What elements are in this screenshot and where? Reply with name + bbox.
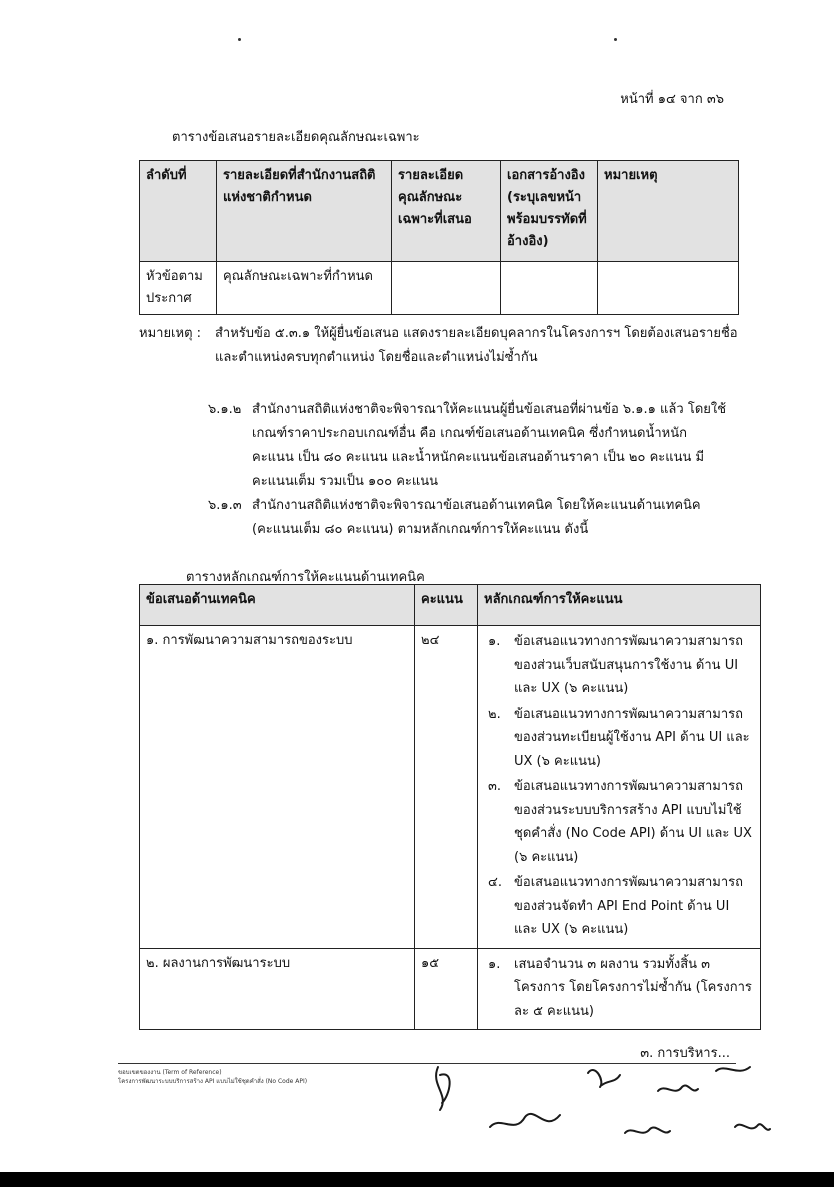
- item-text: ข้อเสนอแนวทางการพัฒนาความสามารถของส่วนจัดทำ API End Point ด้าน UI และ UX (๖ คะแนน): [514, 875, 744, 937]
- table2-title: ตารางหลักเกณฑ์การให้คะแนนด้านเทคนิค: [186, 570, 425, 585]
- scan-edge-bar: [0, 1172, 834, 1187]
- criteria-cell: [478, 948, 761, 1030]
- signature-6: [625, 1127, 670, 1133]
- item-text: ข้อเสนอแนวทางการพัฒนาความสามารถของส่วนระบบบริการสร้าง API แบบไม่ใช้ชุดคำสั่ง (No Code API) ด้าน UI และ UX (๖ คะแนน): [514, 779, 752, 865]
- signature-5: [716, 1067, 750, 1071]
- document-footer: [118, 1068, 307, 1086]
- signature-1: [436, 1067, 450, 1110]
- table-cell: หัวข้อตามประกาศ: [140, 262, 217, 315]
- proposal-cell: ๒. ผลงานการพัฒนาระบบ: [140, 948, 415, 1030]
- clause-number: ๖.๑.๓: [208, 498, 242, 513]
- table-cell: [501, 262, 598, 315]
- continued-next-page: ๓. การบริหาร...: [640, 1046, 730, 1061]
- table-cell: [598, 262, 739, 315]
- item-text: ข้อเสนอแนวทางการพัฒนาความสามารถของส่วนเว็บสนับสนุนการใช้งาน ด้าน UI และ UX (๖ คะแนน): [514, 634, 744, 696]
- col-header-criteria: หลักเกณฑ์การให้คะแนน: [478, 585, 761, 626]
- item-number: ๒.: [488, 706, 501, 722]
- remark-text: สำหรับข้อ ๕.๓.๑ ให้ผู้ยื่นข้อเสนอ แสดงรายละเอียดบุคลากรในโครงการฯ โดยต้องเสนอรายชื่อและตำแหน่งครบทุกตำแหน่ง โดยชื่อและตำแหน่งไม่ซ้ำกัน: [215, 326, 738, 365]
- item-text: เสนอจำนวน ๓ ผลงาน รวมทั้งสิ้น ๓ โครงการ โดยโครงการไม่ซ้ำกัน (โครงการละ ๕ คะแนน): [514, 956, 752, 1019]
- table-row: [140, 626, 761, 949]
- signature-3: [588, 1070, 620, 1087]
- signature-group: [420, 1055, 780, 1160]
- table-header-row: [140, 585, 761, 626]
- criteria-list: [484, 953, 754, 1024]
- clause-text: สำนักงานสถิติแห่งชาติจะพิจารณาข้อเสนอด้านเทคนิค โดยให้คะแนนด้านเทคนิค (คะแนนเต็ม ๘๐ คะแนน) ตามหลักเกณฑ์การให้คะแนน ดังนี้: [252, 498, 701, 537]
- clause-number: ๖.๑.๒: [208, 402, 242, 417]
- clause-6-1-2: [208, 398, 728, 494]
- specification-table: [139, 160, 739, 315]
- table-row: [140, 948, 761, 1030]
- score-cell: ๒๔: [415, 626, 478, 949]
- table1-title: ตารางข้อเสนอรายละเอียดคุณลักษณะเฉพาะ: [172, 130, 420, 145]
- scan-speck: [238, 38, 241, 41]
- table-cell: คุณลักษณะเฉพาะที่กำหนด: [217, 262, 392, 315]
- list-item: [484, 871, 754, 942]
- table-row: [140, 262, 739, 315]
- footer-line-2: โครงการพัฒนาระบบบริการสร้าง API แบบไม่ใช้ชุดคำสั่ง (No Code API): [118, 1078, 308, 1085]
- technical-scoring-table: [139, 584, 761, 1030]
- item-number: ๑.: [488, 956, 501, 972]
- list-item: [484, 703, 754, 774]
- col-header-reference-doc: เอกสารอ้างอิง (ระบุเลขหน้าพร้อมบรรทัดที่อ้างอิง): [501, 161, 598, 262]
- signature-4: [658, 1085, 698, 1091]
- proposal-cell: ๑. การพัฒนาความสามารถของระบบ: [140, 626, 415, 949]
- col-header-nso-detail: รายละเอียดที่สำนักงานสถิติแห่งชาติกำหนด: [217, 161, 392, 262]
- remark-label: หมายเหตุ :: [139, 326, 202, 341]
- scan-speck: [614, 38, 617, 41]
- signature-7: [735, 1124, 770, 1130]
- remark-note: [139, 322, 749, 370]
- col-header-score: คะแนน: [415, 585, 478, 626]
- item-text: ข้อเสนอแนวทางการพัฒนาความสามารถของส่วนทะเบียนผู้ใช้งาน API ด้าน UI และ UX (๖ คะแนน): [514, 706, 750, 769]
- clause-text: สำนักงานสถิติแห่งชาติจะพิจารณาให้คะแนนผู้ยื่นข้อเสนอที่ผ่านข้อ ๖.๑.๑ แล้ว โดยใช้เกณฑ์ราคาประกอบเกณฑ์อื่น คือ เกณฑ์ข้อเสนอด้านเทคนิค ซึ่งกำหนดน้ำหนักคะแนน เป็น ๘๐ คะแนน และน้ำหนักคะแนนข้อเสนอด้านราคา เป็น ๒๐ คะแนน มีคะแนนเต็ม รวมเป็น ๑๐๐ คะแนน: [252, 402, 727, 489]
- score-cell: ๑๕: [415, 948, 478, 1030]
- footer-line-1: ขอบเขตของงาน (Term of Reference): [118, 1069, 222, 1076]
- table-cell: [392, 262, 501, 315]
- col-header-proposed-spec: รายละเอียดคุณลักษณะเฉพาะที่เสนอ: [392, 161, 501, 262]
- clause-6-1-3: [208, 494, 728, 542]
- page-number: หน้าที่ ๑๔ จาก ๓๖: [620, 92, 724, 107]
- criteria-cell: [478, 626, 761, 949]
- col-header-remark: หมายเหตุ: [598, 161, 739, 262]
- list-item: [484, 953, 754, 1024]
- list-item: [484, 775, 754, 869]
- table-header-row: [140, 161, 739, 262]
- col-header-order: ลำดับที่: [140, 161, 217, 262]
- item-number: ๓.: [488, 779, 502, 794]
- criteria-list: [484, 630, 754, 942]
- list-item: [484, 630, 754, 701]
- signature-2: [490, 1114, 560, 1127]
- item-number: ๔.: [488, 875, 502, 890]
- item-number: ๑.: [488, 634, 501, 649]
- col-header-technical-proposal: ข้อเสนอด้านเทคนิค: [140, 585, 415, 626]
